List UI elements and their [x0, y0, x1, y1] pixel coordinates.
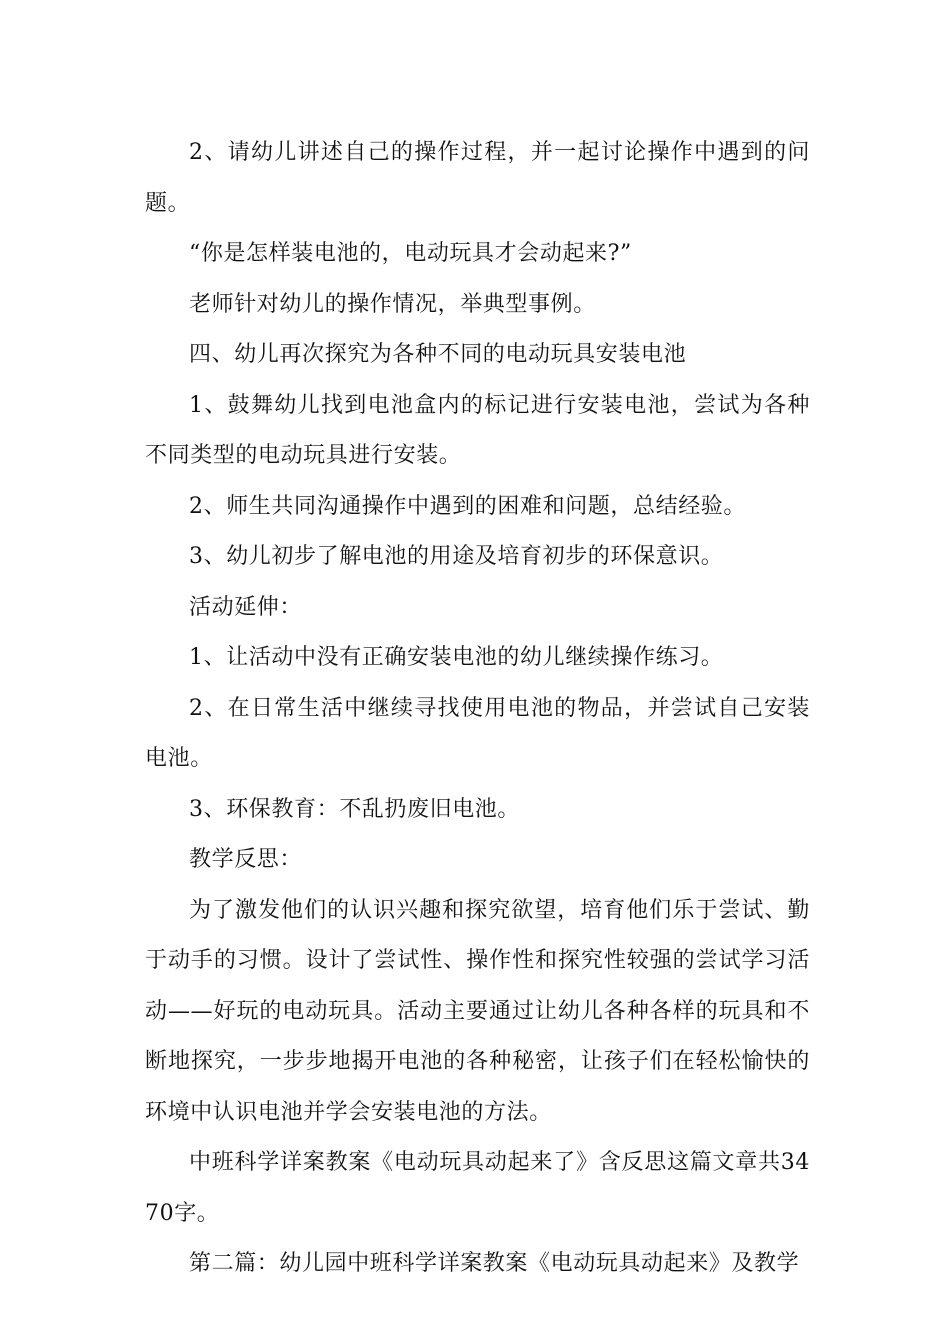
- paragraph: 2、师生共同沟通操作中遇到的困难和问题，总结经验。: [189, 493, 746, 519]
- paragraph: “你是怎样装电池的，电动玩具才会动起来?”: [189, 241, 632, 266]
- paragraph: 2、请幼儿讲述自己的操作过程，并一起讨论操作中遇到的问题。: [145, 140, 810, 216]
- section-heading: 教学反思：: [189, 847, 303, 872]
- section-heading: 活动延伸：: [189, 594, 303, 620]
- paragraph: 1、让活动中没有正确安装电池的幼儿继续操作练习。: [189, 645, 724, 670]
- paragraph: 中班科学详案教案《电动玩具动起来了》含反思这篇文章共3470字。: [145, 1150, 810, 1226]
- paragraph: 老师针对幼儿的操作情况，举典型事例。: [189, 291, 596, 317]
- paragraph: 3、幼儿初步了解电池的用途及培育初步的环保意识。: [189, 544, 724, 569]
- paragraph: 第二篇：幼儿园中班科学详案教案《电动玩具动起来》及教学: [189, 1251, 800, 1276]
- paragraph: 1、鼓舞幼儿找到电池盒内的标记进行安装电池，尝试为各种不同类型的电动玩具进行安装。: [145, 392, 810, 468]
- paragraph: 2、在日常生活中继续寻找使用电池的物品，并尝试自己安装电池。: [145, 695, 810, 771]
- document-body: [145, 128, 810, 1290]
- paragraph: 3、环保教育：不乱扔废旧电池。: [189, 796, 520, 822]
- paragraph: 为了激发他们的认识兴趣和探究欲望，培育他们乐于尝试、勤于动手的习惯。设计了尝试性、操作性和探究性较强的尝试学习活动——好玩的电动玩具。活动主要通过让幼儿各种各样的玩具和不断地探究，一步步地揭开电池的各种秘密，让孩子们在轻松愉快的环境中认识电池并学会安装电池的方法。: [145, 897, 810, 1125]
- paragraph: 四、幼儿再次探究为各种不同的电动玩具安装电池: [189, 342, 687, 367]
